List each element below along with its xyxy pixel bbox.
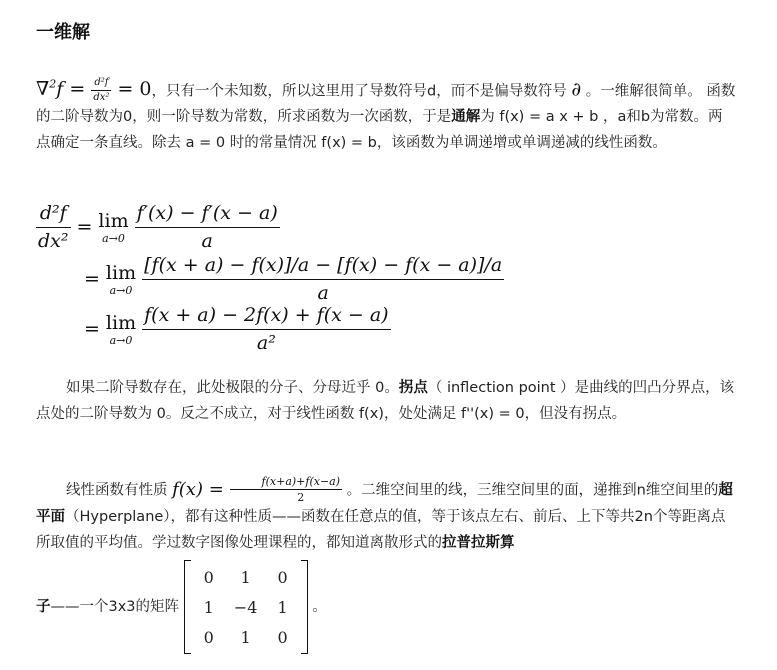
row3-fraction: $\frac{f(x + a) - 2f(x) + f(x - a)}{\text{a²}}$ [144, 304, 389, 354]
matrix-cell: 0 [277, 627, 288, 647]
p3-text-2: 。二维空间里的线，三维空间里的面，递推到n维空间里的 [346, 482, 719, 499]
matrix-row [194, 592, 298, 622]
bold-laplace-operator: 拉普拉斯算 [442, 534, 515, 551]
paragraph-1d-solution [36, 72, 736, 156]
p3-text-1: 线性函数有性质 [66, 482, 168, 499]
matrix-row [194, 562, 298, 592]
lhs-fraction: $\frac{\text{d²f}}{\text{dx²}}$ [38, 202, 69, 252]
row1-fraction: $\frac{f'(x) - f'(x - a)}{a}$ [136, 202, 278, 252]
p1-text-3: 为 f(x) = a x + b ，a和b为常数。两点确定一条直线。除去 a = 0 时的常量情况 f(x) = b，该函数为单调递增或单调递减的线性函数。 [36, 109, 723, 152]
limit-operator: lim a→0 [98, 209, 129, 245]
paragraph-linear-property [36, 476, 736, 556]
derivation-row-1: $\frac{\text{d²f}}{\text{dx²}}$ = lim a→0 $\frac{f'(x) - f'(x - a)}{a}$ [38, 202, 278, 252]
limit-operator: lim a→0 [105, 311, 137, 347]
limit-operator: lim a→0 [105, 261, 137, 297]
laplace-equation: ∇$^2$f = $\frac{\text{d²f}}{\text{dx²}}$ = 0 [36, 76, 152, 103]
matrix-cell: 0 [203, 627, 214, 647]
bold-hyperplane: 超平面 [36, 482, 733, 525]
matrix-row [194, 622, 298, 652]
bold-inflection-point: 拐点 [398, 380, 428, 396]
partial-symbol: ∂ [571, 78, 582, 101]
p3-text-4: ——一个3x3的矩阵 [50, 599, 180, 615]
p3-text-3: （Hyperplane），都有这种性质——函数在任意点的值，等于该点左右、前后、上下等共2n个等距离点所取值的平均值。学过数字图像处理课程的，都知道离散形式的 [36, 508, 726, 551]
section-heading: 一维解 [36, 22, 90, 43]
matrix-cell: 1 [203, 597, 214, 617]
matrix-cell: 1 [240, 627, 251, 647]
matrix-cell: 1 [277, 597, 288, 617]
second-derivative-fraction: $\frac{\text{d²f}}{\text{dx²}}$ [93, 76, 110, 103]
derivation-row-3: = lim a→0 $\frac{f(x + a) - 2f(x) + f(x - a)}{\text{a²}}$ [84, 304, 389, 354]
derivation-row-2: = lim a→0 $\frac{[f(x + a) - f(x)]/a - [f(x) - f(x - a)]/a}{a}$ [84, 254, 503, 304]
p2-text-2: （ inflection point ）是曲线的凹凸分界点，该点处的二阶导数为 0。反之不成立，对于线性函数 f(x)，处处满足 f''(x) = 0，但没有拐点。 [36, 380, 735, 422]
matrix-cell: 0 [203, 567, 214, 587]
p1-text-2: 。一维解很简单。 函数的二阶导数为0，则一阶导数为常数，所求函数为一次函数，于是 [36, 83, 736, 126]
p2-text-1: 如果二阶导数存在，此处极限的分子、分母近乎 0。 [66, 380, 399, 396]
matrix-table [194, 562, 298, 652]
laplacian-kernel-matrix [184, 560, 308, 654]
p3-text-5: 。 [312, 599, 327, 615]
paragraph-matrix-line [36, 560, 736, 647]
matrix-cell: 0 [277, 567, 288, 587]
paragraph-inflection-point [36, 375, 736, 427]
bold-laplace-operator-end: 子 [36, 599, 51, 615]
p1-text-1: ，只有一个未知数，所以这里用了导数符号d，而不是偏导数符号 [151, 83, 567, 100]
row2-fraction: $\frac{[f(x + a) - f(x)]/a - [f(x) - f(x - a)]/a}{a}$ [144, 254, 503, 304]
bold-general-solution: 通解 [451, 109, 481, 126]
matrix-cell: −4 [233, 597, 258, 617]
average-property-formula: f(x) = $\frac{f(x+a)+f(x-a)}{2}$ [172, 475, 341, 504]
average-fraction: $\frac{f(x+a)+f(x-a)}{2}$ [230, 476, 342, 503]
matrix-cell: 1 [240, 567, 251, 587]
